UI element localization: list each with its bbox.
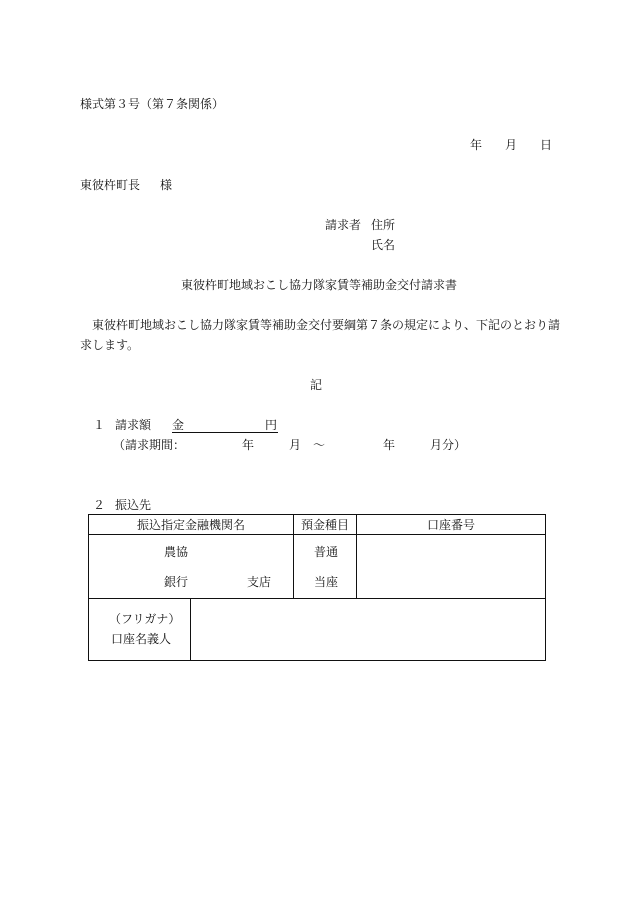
period-year2: 年	[383, 438, 396, 452]
furigana-label: （フリガナ）	[109, 612, 181, 626]
date-year-label: 年	[470, 138, 483, 152]
header-deposit-type: 預金種目	[294, 515, 357, 535]
bank-ginko: 銀行	[164, 575, 189, 589]
bank-nokyo: 農協	[164, 545, 189, 559]
header-bank-name: 振込指定金融機関名	[89, 515, 294, 535]
document-title: 東彼杵町地域おこし協力隊家賃等補助金交付請求書	[181, 278, 458, 292]
holder-name-cell[interactable]	[191, 599, 546, 661]
requester-label: 請求者	[325, 218, 362, 232]
ki-heading: 記	[310, 378, 323, 392]
body-text-line1: 東彼杵町地域おこし協力隊家賃等補助金交付要綱第７条の規定により、下記のとおり請	[92, 318, 561, 332]
address-label: 住所	[371, 218, 396, 232]
account-number-cell[interactable]	[357, 535, 546, 599]
bank-transfer-table	[88, 514, 546, 661]
type-toza: 当座	[314, 575, 339, 589]
name-label: 氏名	[371, 238, 396, 252]
bank-branch: 支店	[247, 575, 272, 589]
item2-label: 振込先	[115, 498, 152, 512]
period-year1: 年	[242, 438, 255, 452]
date-day-label: 日	[540, 138, 553, 152]
period-month1: 月	[289, 438, 302, 452]
body-text-line2: 求します。	[80, 338, 140, 352]
addressee-honorific: 様	[160, 178, 173, 192]
form-number: 様式第３号（第７条関係）	[80, 97, 225, 111]
amount-underline	[172, 432, 278, 433]
holder-label-cell	[89, 599, 191, 661]
header-account-number: 口座番号	[357, 515, 546, 535]
item1-number: １	[93, 418, 106, 432]
deposit-type-cell[interactable]	[294, 535, 357, 599]
item1-label: 請求額	[115, 418, 152, 432]
period-tilde: ～	[313, 438, 326, 452]
holder-label: 口座名義人	[111, 632, 172, 646]
amount-yen: 円	[265, 418, 278, 432]
date-month-label: 月	[505, 138, 518, 152]
amount-kin: 金	[172, 418, 185, 432]
addressee-name: 東彼杵町長	[80, 178, 141, 192]
type-futsu: 普通	[314, 545, 339, 559]
period-month2-close: 月分）	[430, 438, 467, 452]
period-open: （請求期間：	[113, 438, 186, 452]
item2-number: ２	[93, 498, 106, 512]
bank-name-cell[interactable]	[89, 535, 294, 599]
